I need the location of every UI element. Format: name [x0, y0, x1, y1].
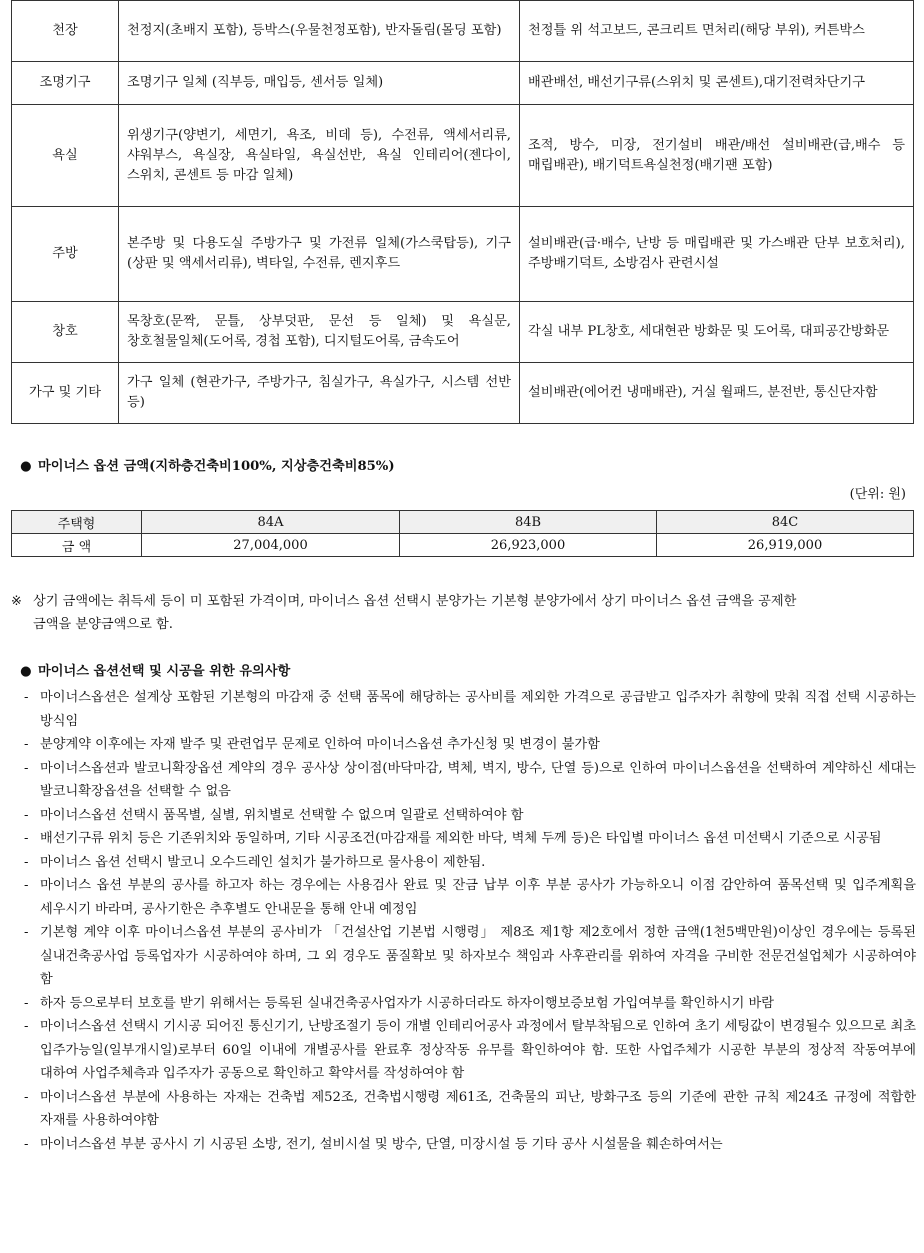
- note-text: 마이너스 옵션 선택시 발코니 오수드레인 설치가 불가하므로 물사용이 제한됨.: [40, 854, 486, 870]
- reference-mark-icon: ※: [11, 594, 23, 609]
- unit-note: (단위: 원): [849, 487, 906, 502]
- footnote: [11, 590, 911, 636]
- price-table: [11, 510, 914, 557]
- notes-list: [20, 686, 916, 1156]
- note-text: 마이너스옵션은 설계상 포함된 기본형의 마감재 중 선택 품목에 해당하는 공사비를 제외한 가격으로 공급받고 입주자가 취향에 맞춰 직접 선택 시공하는 방식임: [40, 690, 916, 729]
- note-item: [20, 851, 916, 875]
- included-items-cell: 위생기구(양변기, 세면기, 욕조, 비데 등), 수전류, 액세서리류, 샤워부스, 욕실장, 욕실타일, 욕실선반, 욕실 인테리어(젠다이, 스위치, 콘센트 등 마감 일체): [119, 105, 520, 207]
- note-item: [20, 804, 916, 828]
- note-text: 하자 등으로부터 보호를 받기 위해서는 등록된 실내건축공사업자가 시공하더라도 하자이행보증보험 가입여부를 확인하시기 바람: [40, 995, 775, 1011]
- excluded-items-cell: 조적, 방수, 미장, 전기설비 배관/배선 설비배관(급,배수 등 매립배관), 배기덕트욕실천정(배기팬 포함): [520, 105, 914, 207]
- dash-icon: -: [24, 737, 29, 752]
- note-item: [20, 733, 916, 757]
- category-cell: 주방: [12, 207, 119, 302]
- dash-icon: -: [24, 807, 29, 823]
- notes-section-title: [20, 660, 290, 679]
- dash-icon: -: [24, 1089, 29, 1105]
- scope-row-bathroom: [12, 105, 914, 207]
- dash-icon: -: [24, 854, 29, 870]
- note-text: 마이너스옵션 선택시 품목별, 실별, 위치별로 선택할 수 없으며 일괄로 선택하여야 함: [40, 807, 524, 823]
- amount-cell: 26,919,000: [657, 534, 914, 557]
- dash-icon: -: [24, 1136, 29, 1152]
- note-item: [20, 1133, 916, 1157]
- price-amount-row: [12, 534, 914, 557]
- dash-icon: -: [24, 925, 29, 940]
- scope-table: [11, 0, 914, 424]
- included-items-cell: 가구 일체 (현관가구, 주방가구, 침실가구, 욕실가구, 시스템 선반 등): [119, 363, 520, 424]
- scope-row-ceiling: [12, 1, 914, 62]
- excluded-items-cell: 천정틀 위 석고보드, 콘크리트 면처리(해당 부위), 커튼박스: [520, 1, 914, 62]
- amount-label-cell: 금 액: [12, 534, 142, 557]
- price-section-title: [20, 455, 395, 474]
- dash-icon: -: [24, 995, 29, 1011]
- excluded-items-cell: 설비배관(급·배수, 난방 등 매립배관 및 가스배관 단부 보호처리), 주방배기덕트, 소방검사 관련시설: [520, 207, 914, 302]
- note-text: 마이너스 옵션 부분의 공사를 하고자 하는 경우에는 사용검사 완료 및 잔금 납부 이후 부분 공사가 가능하오니 이점 감안하여 품목선택 및 입주계획을 세우시기 바라며, 공사기한은 추후별도 안내문을 통해 안내 예정임: [40, 878, 916, 917]
- note-text: 마이너스옵션 부분에 사용하는 자재는 건축법 제52조, 건축법시행령 제61조, 건축물의 피난, 방화구조 등의 기준에 관한 규칙 제24조 규정에 적합한 자재를 사용하여야함: [40, 1089, 916, 1128]
- note-item: [20, 1086, 916, 1133]
- category-cell: 창호: [12, 302, 119, 363]
- notes-section-title-text: 마이너스 옵션선택 및 시공을 위한 유의사항: [38, 664, 291, 679]
- amount-cell: 26,923,000: [400, 534, 657, 557]
- scope-row-furniture-etc: [12, 363, 914, 424]
- footnote-text: 상기 금액에는 취득세 등이 미 포함된 가격이며, 마이너스 옵션 선택시 분양가는 기본형 분양가에서 상기 마이너스 옵션 금액을 공제한: [33, 594, 797, 609]
- category-cell: 욕실: [12, 105, 119, 207]
- header-label-cell: 주택형: [12, 511, 142, 534]
- note-text: 마이너스옵션과 발코니확장옵션 계약의 경우 공사상 상이점(바닥마감, 벽체, 벽지, 방수, 단열 등)으로 인하여 마이너스옵션을 선택하여 계약하신 세대는 발코니확장옵션을 선택할 수 없음: [40, 760, 916, 799]
- note-text: 마이너스옵션 선택시 기시공 되어진 통신기기, 난방조절기 등이 개별 인테리어공사 과정에서 탈부착됨으로 인하여 초기 세팅값이 변경될수 있으므로 최초 입주가능일(일부개시일)로부터 60일 이내에 개별공사를 완료후 정상작동 유무를 확인하여야 함. 또한 사업주체가 시공한 부분의 정상적 작동여부에 대하여 사업주체측과 입주자가 공동으로 확인하고 확약서를 작성하여야 함: [40, 1019, 916, 1081]
- note-text: 분양계약 이후에는 자재 발주 및 관련업무 문제로 인하여 마이너스옵션 추가신청 및 변경이 불가함: [40, 737, 600, 752]
- type-cell: 84C: [657, 511, 914, 534]
- scope-row-lighting: [12, 62, 914, 105]
- price-header-row: [12, 511, 914, 534]
- note-item: [20, 874, 916, 921]
- note-item: [20, 686, 916, 733]
- bullet-icon: ●: [20, 459, 32, 474]
- note-text: 기본형 계약 이후 마이너스옵션 부분의 공사비가 「건설산업 기본법 시행령」 제8조 제1항 제2호에서 정한 금액(1천5백만원)이상인 경우에는 등록된 실내건축공사업 등록업자가 시공하여야 하며, 그 외 경우도 품질확보 및 하자보수 책임과 사후관리를 위하여 자격을 구비한 전문건설업체가 시공하여야 함: [40, 925, 916, 987]
- footnote-continuation: 금액을 분양금액으로 함.: [33, 617, 173, 632]
- dash-icon: -: [24, 690, 29, 705]
- type-cell: 84B: [400, 511, 657, 534]
- note-item: [20, 992, 916, 1016]
- excluded-items-cell: 설비배관(에어컨 냉매배관), 거실 월패드, 분전반, 통신단자함: [520, 363, 914, 424]
- note-item: [20, 827, 916, 851]
- excluded-items-cell: 배관배선, 배선기구류(스위치 및 콘센트),대기전력차단기구: [520, 62, 914, 105]
- note-item: [20, 1015, 916, 1086]
- included-items-cell: 목창호(문짝, 문틀, 상부덧판, 문선 등 일체) 및 욕실문, 창호철물일체(도어록, 경첩 포함), 디지털도어록, 금속도어: [119, 302, 520, 363]
- dash-icon: -: [24, 831, 29, 846]
- note-item: [20, 921, 916, 992]
- note-text: 배선기구류 위치 등은 기존위치와 동일하며, 기타 시공조건(마감재를 제외한 바닥, 벽체 두께 등)은 타입별 마이너스 옵션 미선택시 기준으로 시공됨: [40, 831, 882, 846]
- bullet-icon: ●: [20, 664, 32, 679]
- included-items-cell: 본주방 및 다용도실 주방가구 및 가전류 일체(가스쿡탑등), 기구(상판 및 액세서리류), 벽타일, 수전류, 렌지후드: [119, 207, 520, 302]
- category-cell: 천장: [12, 1, 119, 62]
- scope-row-windows-doors: [12, 302, 914, 363]
- note-item: [20, 757, 916, 804]
- dash-icon: -: [24, 878, 29, 893]
- amount-cell: 27,004,000: [142, 534, 400, 557]
- dash-icon: -: [24, 760, 29, 776]
- type-cell: 84A: [142, 511, 400, 534]
- excluded-items-cell: 각실 내부 PL창호, 세대현관 방화문 및 도어록, 대피공간방화문: [520, 302, 914, 363]
- category-cell: 가구 및 기타: [12, 363, 119, 424]
- included-items-cell: 천정지(초배지 포함), 등박스(우물천정포함), 반자돌림(몰딩 포함): [119, 1, 520, 62]
- category-cell: 조명기구: [12, 62, 119, 105]
- dash-icon: -: [24, 1019, 29, 1034]
- note-text: 마이너스옵션 부분 공사시 기 시공된 소방, 전기, 설비시설 및 방수, 단열, 미장시설 등 기타 공사 시설물을 훼손하여서는: [40, 1136, 723, 1152]
- price-section-title-text: 마이너스 옵션 금액(지하층건축비100%, 지상층건축비85%): [38, 459, 395, 474]
- footnote-line: [11, 590, 911, 613]
- included-items-cell: 조명기구 일체 (직부등, 매입등, 센서등 일체): [119, 62, 520, 105]
- scope-row-kitchen: [12, 207, 914, 302]
